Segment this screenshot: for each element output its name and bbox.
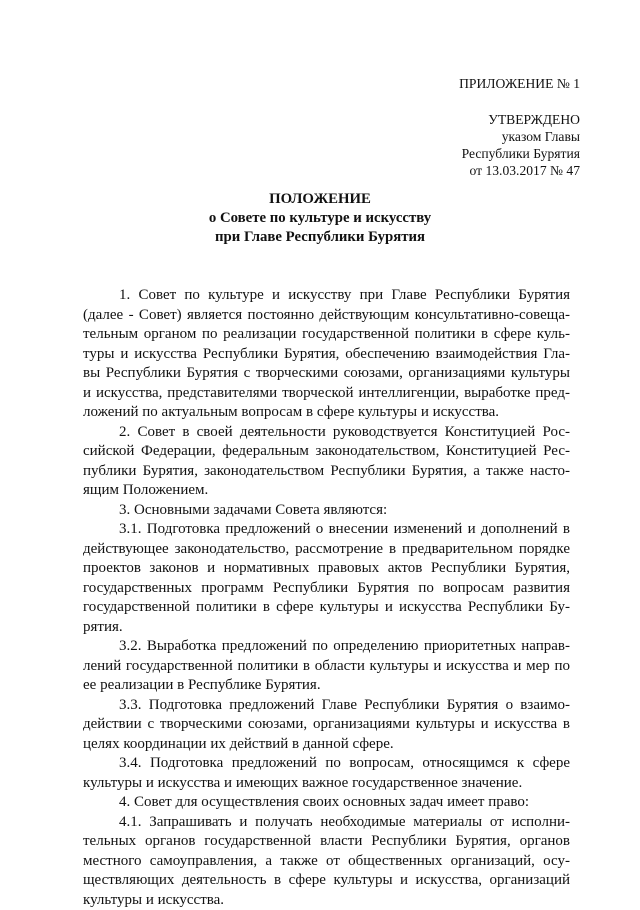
paragraph-line: тельным органом по реализации государственной политики в сфере куль- [83, 325, 570, 345]
paragraph-line: государственной политики в сфере культуры и искусства Республики Бу- [83, 598, 570, 618]
paragraph-line: ее реализации в Республике Бурятия. [83, 676, 570, 696]
paragraph-line: 3.3. Подготовка предложений Главе Республики Бурятия о взаимо- [83, 696, 570, 716]
paragraph [83, 793, 570, 813]
appendix-label: ПРИЛОЖЕНИЕ № 1 [459, 75, 580, 92]
paragraph [83, 423, 570, 501]
paragraph-line: ществляющих деятельность в сфере культуры и искусства, организаций [83, 871, 570, 891]
paragraph [83, 286, 570, 423]
document-title [0, 190, 640, 247]
title-line-2: о Совете по культуре и искусству [0, 209, 640, 228]
paragraph-line: проектов законов и нормативных правовых актов Республики Бурятия, [83, 559, 570, 579]
paragraph-line: действующее законодательство, рассмотрение в предварительном порядке [83, 540, 570, 560]
paragraph-line: 4.1. Запрашивать и получать необходимые материалы от исполни- [83, 813, 570, 833]
paragraph-line: культуры и искусства и имеющих важное государственное значение. [83, 774, 570, 794]
paragraph-line: публики Бурятия, законодательством Республики Бурятия, а также насто- [83, 462, 570, 482]
paragraph-line: 3.1. Подготовка предложений о внесении изменений и дополнений в [83, 520, 570, 540]
paragraph-line: вы Республики Бурятия с творческими союзами, организациями культуры [83, 364, 570, 384]
paragraph-line: сийской Федерации, федеральным законодательством, Конституцией Рес- [83, 442, 570, 462]
title-line-1: ПОЛОЖЕНИЕ [0, 190, 640, 209]
republic-label: Республики Бурятия [462, 145, 580, 162]
paragraph-line: ложений по актуальным вопросам в сфере культуры и искусства. [83, 403, 570, 423]
paragraph-line: и искусства, представителями творческой интеллигенции, выработке пред- [83, 384, 570, 404]
paragraph-line: (далее - Совет) является постоянно действующим консультативно-совеща- [83, 306, 570, 326]
paragraph-line: 2. Совет в своей деятельности руководствуется Конституцией Рос- [83, 423, 570, 443]
title-line-3: при Главе Республики Бурятия [0, 228, 640, 247]
paragraph-line: 3.2. Выработка предложений по определению приоритетных направ- [83, 637, 570, 657]
paragraph [83, 696, 570, 755]
paragraph-line: рятия. [83, 618, 570, 638]
paragraph-line: туры и искусства Республики Бурятия, обеспечению взаимодействия Гла- [83, 345, 570, 365]
paragraph-line: 3. Основными задачами Совета являются: [83, 501, 570, 521]
paragraph [83, 501, 570, 521]
paragraph-line: лений государственной политики в области культуры и искусства и мер по [83, 657, 570, 677]
paragraph-line: 3.4. Подготовка предложений по вопросам, относящимся к сфере [83, 754, 570, 774]
decree-date-number: от 13.03.2017 № 47 [462, 162, 580, 179]
paragraph [83, 813, 570, 910]
paragraph-line: целях координации их действий в данной сфере. [83, 735, 570, 755]
approval-stamp-block [462, 111, 580, 179]
paragraph [83, 520, 570, 637]
paragraph-line: государственных программ Республики Бурятия по вопросам развития [83, 579, 570, 599]
decree-label: указом Главы [462, 128, 580, 145]
paragraph-line: культуры и искусства. [83, 891, 570, 910]
paragraph-line: тельных органов государственной власти Республики Бурятия, органов [83, 832, 570, 852]
approved-label: УТВЕРЖДЕНО [462, 111, 580, 128]
paragraph-line: действии с творческими союзами, организациями культуры и искусства в [83, 715, 570, 735]
paragraph [83, 754, 570, 793]
document-body [83, 286, 570, 910]
paragraph-line: 1. Совет по культуре и искусству при Главе Республики Бурятия [83, 286, 570, 306]
paragraph-line: 4. Совет для осуществления своих основных задач имеет право: [83, 793, 570, 813]
paragraph-line: ящим Положением. [83, 481, 570, 501]
paragraph-line: местного самоуправления, а также от общественных организаций, осу- [83, 852, 570, 872]
appendix-label-block [459, 75, 580, 92]
paragraph [83, 637, 570, 696]
